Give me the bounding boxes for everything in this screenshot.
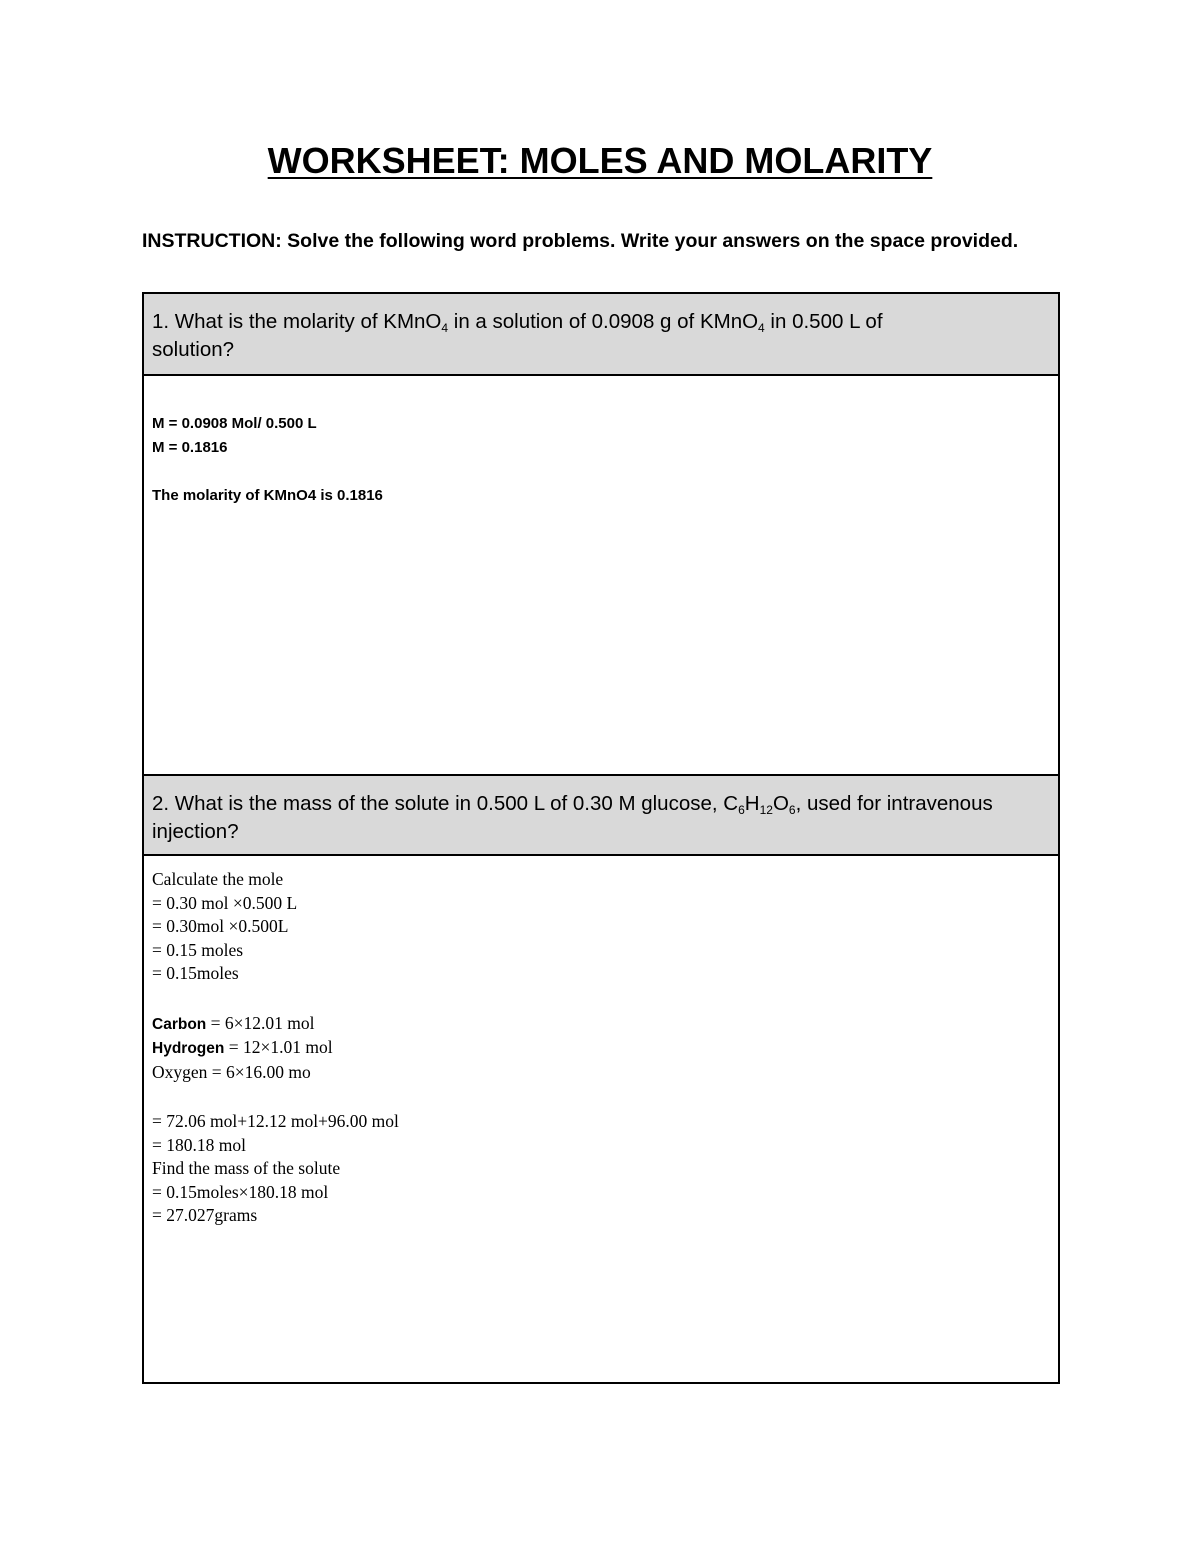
question-2-header [144, 774, 1058, 856]
answer-line: = 0.15moles×180.18 mol [152, 1181, 329, 1202]
answer-line: M = 0.0908 Mol/ 0.500 L [152, 415, 317, 432]
answer-line: Calculate the mole [152, 869, 284, 889]
answer-line: The molarity of KMnO4 is 0.1816 [152, 487, 383, 504]
answer-line: Find the mass of the solute [152, 1158, 341, 1178]
answer-line: M = 0.1816 [152, 439, 228, 456]
worksheet-title: WORKSHEET: MOLES AND MOLARITY [267, 140, 933, 181]
answer-line: = 0.30 mol ×0.500 L [152, 892, 298, 913]
answer-line: = 0.30mol ×0.500L [152, 916, 289, 936]
answer-line: = 72.06 mol+12.12 mol+96.00 mol [152, 1111, 399, 1131]
question-2-line-2: injection? [152, 820, 239, 843]
answer-line: = 27.027grams [152, 1205, 258, 1225]
question-1-line-1: 1. What is the molarity of KMnO$_4$ in a solution of 0.0908 g of KMnO$_4$ in 0.500 L of [152, 310, 883, 335]
question-1-line-2: solution? [152, 338, 235, 361]
question-2-answer [152, 868, 1050, 1228]
question-1-header [144, 294, 1058, 376]
oxygen-line: Oxygen = 6×16.00 mo [152, 1061, 311, 1082]
question-2-line-1: 2. What is the mass of the solute in 0.500 L of 0.30 M glucose, $C_6H_{12}O_6$, used for intravenous [152, 792, 993, 817]
worksheet-table [142, 292, 1060, 1384]
hydrogen-line: Hydrogen = 12×1.01 mol [152, 1037, 333, 1057]
instruction-text: INSTRUCTION: Solve the following word problems. Write your answers on the space provided. [142, 230, 1019, 252]
question-1-answer [152, 412, 1050, 508]
answer-line: = 0.15 moles [152, 939, 244, 960]
answer-line: = 180.18 mol [152, 1134, 246, 1155]
answer-line: = 0.15moles [152, 963, 239, 983]
carbon-line: Carbon = 6×12.01 mol [152, 1012, 315, 1033]
